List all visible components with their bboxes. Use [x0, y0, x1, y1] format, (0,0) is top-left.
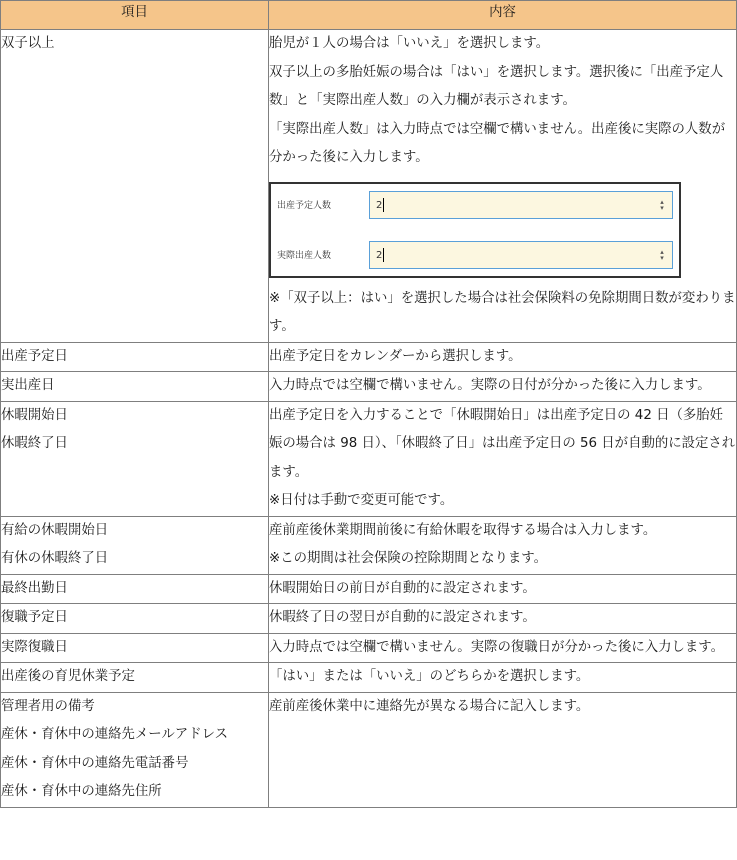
content-note: ※日付は手動で変更可能です。 [269, 493, 454, 508]
content-note: ※「双子以上：はい」を選択した場合は社会保険料の免除期間日数が変わります。 [269, 290, 736, 334]
item-label: 管理者用の備考 [1, 698, 95, 714]
content-text: 胎児が１人の場合は「いいえ」を選択します。 [269, 36, 550, 51]
table-row [1, 574, 737, 604]
spinner-icon[interactable]: ▴ ▾ [660, 247, 664, 262]
item-label: 有休の休暇終了日 [1, 551, 109, 566]
header-content: 内容 [269, 1, 737, 30]
content-cell [269, 516, 737, 574]
item-label: 双子以上 [1, 36, 55, 51]
field-row-actual [277, 239, 673, 271]
item-cell [1, 692, 269, 807]
item-cell [1, 372, 269, 402]
item-cell [1, 401, 269, 516]
content-text: 「実際出産人数」は入力時点では空欄で構いません。出産後に実際の人数が分かった後に入力します。 [269, 121, 726, 165]
table-row [1, 342, 737, 372]
item-label: 実出産日 [1, 378, 55, 393]
table-row [1, 692, 737, 807]
item-label: 出産予定日 [1, 348, 68, 364]
content-cell [269, 663, 737, 693]
content-cell [269, 604, 737, 634]
actual-count-input[interactable] [369, 241, 673, 269]
item-cell [1, 574, 269, 604]
content-text: 休暇終了日の翌日が自動的に設定されます。 [269, 610, 536, 625]
item-label: 実際復職日 [1, 639, 68, 655]
content-cell [269, 692, 737, 807]
field-value: 2 [376, 199, 383, 211]
item-label: 休暇終了日 [1, 436, 68, 451]
content-text: 休暇開始日の前日が自動的に設定されます。 [269, 580, 536, 596]
table-row [1, 516, 737, 574]
table-row [1, 401, 737, 516]
content-cell [269, 372, 737, 402]
field-value: 2 [376, 249, 383, 261]
field-label: 実際出産人数 [277, 251, 332, 261]
content-text: 産前産後休業中に連絡先が異なる場合に記入します。 [269, 698, 590, 714]
content-text: 産前産後休業期間前後に有給休暇を取得する場合は入力します。 [269, 522, 657, 538]
header-item: 項目 [1, 1, 269, 30]
content-text: 出産予定日を入力することで「休暇開始日」は出産予定日の 42 日（多胎妊娠の場合は 98 日）、「休暇終了日」は出産予定日の 56 日が自動的に設定されます。 [269, 407, 736, 480]
content-cell [269, 30, 737, 343]
item-cell [1, 604, 269, 634]
item-cell [1, 663, 269, 693]
content-text: 「はい」または「いいえ」のどちらかを選択します。 [269, 669, 590, 684]
table-row [1, 604, 737, 634]
item-label: 休暇開始日 [1, 407, 68, 423]
header-row [1, 1, 737, 30]
content-cell [269, 401, 737, 516]
content-cell [269, 342, 737, 372]
content-text: 入力時点では空欄で構いません。実際の日付が分かった後に入力します。 [269, 378, 711, 393]
planned-count-input[interactable] [369, 191, 673, 219]
item-label: 出産後の育児休業予定 [1, 669, 135, 684]
item-cell [1, 30, 269, 343]
table-row [1, 30, 737, 343]
item-label: 最終出勤日 [1, 580, 68, 596]
item-label: 産休・育休中の連絡先メールアドレス [1, 727, 228, 742]
embedded-screenshot [269, 182, 681, 278]
content-cell [269, 574, 737, 604]
item-label: 産休・育休中の連絡先住所 [1, 784, 162, 799]
field-label: 出産予定人数 [277, 201, 332, 211]
item-label: 有給の休暇開始日 [1, 522, 109, 538]
content-text: 出産予定日をカレンダーから選択します。 [269, 348, 522, 364]
item-label: 産休・育休中の連絡先電話番号 [1, 755, 189, 771]
field-row-planned [277, 189, 673, 221]
table-row [1, 633, 737, 663]
spinner-icon[interactable]: ▴ ▾ [660, 197, 664, 212]
item-cell [1, 342, 269, 372]
content-note: ※この期間は社会保険の控除期間となります。 [269, 551, 547, 566]
content-text: 双子以上の多胎妊娠の場合は「はい」を選択します。選択後に「出産予定人数」と「実際出産人数」の入力欄が表示されます。 [269, 64, 724, 108]
table-row [1, 372, 737, 402]
item-cell [1, 516, 269, 574]
content-cell [269, 633, 737, 663]
table-row [1, 663, 737, 693]
item-cell [1, 633, 269, 663]
content-text: 入力時点では空欄で構いません。実際の復職日が分かった後に入力します。 [269, 639, 725, 655]
item-label: 復職予定日 [1, 610, 68, 625]
